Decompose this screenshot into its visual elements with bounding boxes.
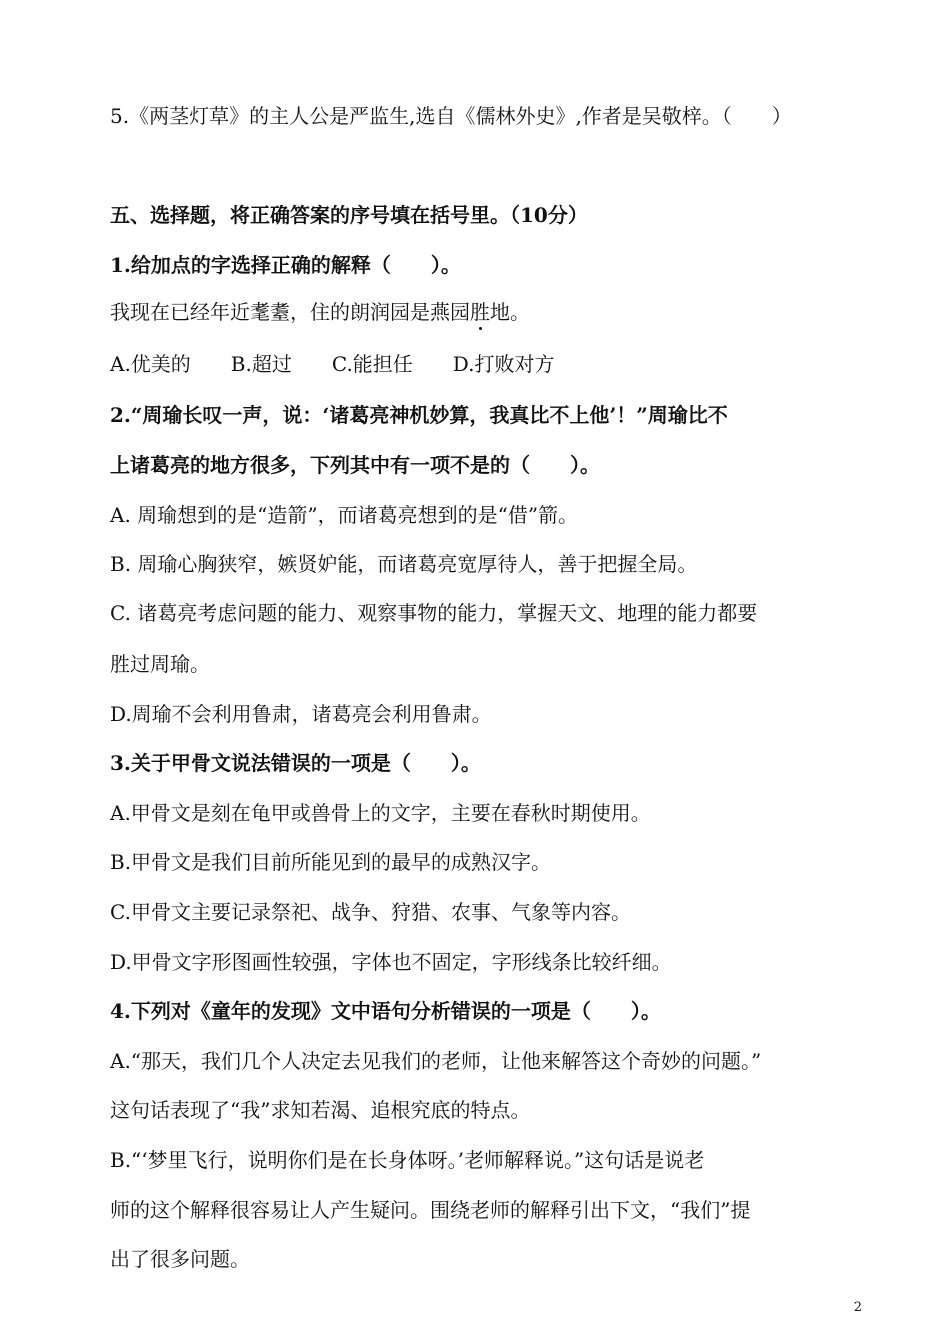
page-number: 2 [853, 1300, 862, 1315]
q4-option-a-line2: 这句话表现了“我”求知若渴、追根究底的特点。 [110, 1098, 531, 1122]
q1-sentence-before: 我现在已经年近耄耋，住的朗润园是燕园 [110, 300, 470, 324]
q1-sentence-after: 地。 [490, 300, 530, 324]
judge-item-5: 5.《两茎灯草》的主人公是严监生,选自《儒林外史》,作者是吴敬梓。（ ） [110, 104, 792, 128]
q2-option-b: B. 周瑜心胸狭窄，嫉贤妒能，而诸葛亮宽厚待人，善于把握全局。 [110, 552, 698, 576]
q1-sentence [110, 298, 530, 326]
q3-option-c: C.甲骨文主要记录祭祀、战争、狩猎、农事、气象等内容。 [110, 900, 631, 924]
q2-option-d: D.周瑜不会利用鲁肃，诸葛亮会利用鲁肃。 [110, 702, 492, 726]
q3-option-a: A.甲骨文是刻在龟甲或兽骨上的文字，主要在春秋时期使用。 [110, 801, 651, 825]
dotted-character: 胜 [470, 300, 490, 324]
q2-option-c-line1: C. 诸葛亮考虑问题的能力、观察事物的能力，掌握天文、地理的能力都要 [110, 601, 758, 625]
q1-options: A.优美的 B.超过 C.能担任 D.打败对方 [110, 352, 555, 376]
q4-option-b-line1: B.“‘梦里飞行，说明你们是在长身体呀。’老师解释说。”这句话是说老 [110, 1148, 705, 1172]
q2-option-a: A. 周瑜想到的是“造箭”，而诸葛亮想到的是“借”箭。 [110, 503, 579, 527]
section-5-title: 五、选择题，将正确答案的序号填在括号里。（10分） [110, 203, 588, 227]
q2-stem-line2: 上诸葛亮的地方很多，下列其中有一项不是的（ ）。 [110, 453, 600, 477]
q1-stem: 1.给加点的字选择正确的解释（ ）。 [110, 253, 461, 277]
q2-option-c-line2: 胜过周瑜。 [110, 652, 210, 676]
q4-option-b-line3: 出了很多问题。 [110, 1247, 250, 1271]
q4-option-b-line2: 师的这个解释很容易让人产生疑问。围绕老师的解释引出下文，“我们”提 [110, 1198, 751, 1222]
q4-option-a-line1: A.“那天，我们几个人决定去见我们的老师，让他来解答这个奇妙的问题。” [110, 1049, 762, 1073]
q2-stem-line1: 2.“周瑜长叹一声，说：‘诸葛亮神机妙算，我真比不上他’！”周瑜比不 [110, 403, 728, 427]
q3-stem: 3.关于甲骨文说法错误的一项是（ ）。 [110, 751, 481, 775]
q3-option-d: D.甲骨文字形图画性较强，字体也不固定，字形线条比较纤细。 [110, 950, 672, 974]
q3-option-b: B.甲骨文是我们目前所能见到的最早的成熟汉字。 [110, 850, 552, 874]
q4-stem: 4.下列对《童年的发现》文中语句分析错误的一项是（ ）。 [110, 999, 661, 1023]
